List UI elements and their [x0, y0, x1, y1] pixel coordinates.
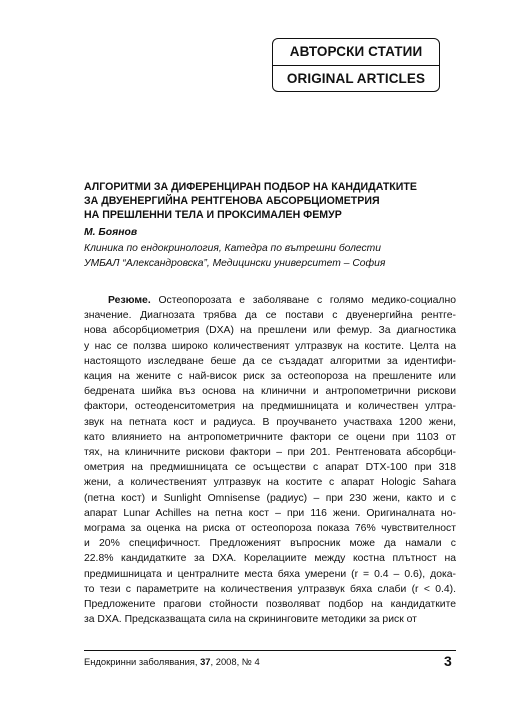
- abstract-line: настоящото изследване беше да се създадат алгоритми за идентифи-: [84, 355, 456, 367]
- title-line: НА ПРЕШЛЕННИ ТЕЛА И ПРОКСИМАЛЕН ФЕМУР: [84, 209, 342, 221]
- abstract-line: като влиянието на антропометричните фактори се оцени при 1103 от: [84, 431, 456, 443]
- abstract-line: за DXA. Предсказващата сила на скрининговите методики за риск от: [84, 614, 417, 626]
- abstract-line: тях, на клиничните рискови фактори – при 201. Рентгеновата абсорбци-: [84, 447, 456, 459]
- section-label-bulgarian: АВТОРСКИ СТАТИИ: [273, 39, 439, 66]
- abstract-line: ометрия на предмишницата се осъществи с апарат DTX-100 при 318: [84, 462, 456, 474]
- affiliation-line: Клиника по ендокринология, Катедра по вътрешни болести: [84, 243, 381, 254]
- abstract-line: Предложените прагови стойности позволяват подбор на кандидатките: [84, 599, 456, 611]
- footer-divider: [84, 650, 456, 651]
- journal-name: Ендокринни заболявания,: [84, 656, 201, 667]
- abstract-line: [84, 293, 456, 308]
- abstract-line: бедрената шийка въз основа на клинични и антропометрични рискови: [84, 386, 456, 398]
- journal-year-issue: , 2008, № 4: [210, 656, 260, 667]
- abstract-line: 22.8% кандидатките за DXA. Корелациите между костна плътност на: [84, 553, 456, 565]
- article-title: [84, 180, 464, 222]
- section-label-box: [272, 38, 440, 92]
- abstract-line: (петна кост) и Sunlight Omnisense (радиус) – при 230 жени, както и с: [84, 492, 456, 504]
- title-line: АЛГОРИТМИ ЗА ДИФЕРЕНЦИРАН ПОДБОР НА КАНДИДАТКИТЕ: [84, 181, 417, 193]
- journal-volume: 37: [200, 656, 211, 667]
- journal-footer: [84, 656, 260, 668]
- abstract-line: значение. Диагнозата трябва да се постави с двуенергийна рентге-: [84, 310, 456, 322]
- abstract-line: жени, а количественият ултразвук на костите с апарат Hologic Sahara: [84, 477, 456, 489]
- abstract-line: мограма за оценка на риска от остеопороза показа 76% чувствителност: [84, 523, 456, 535]
- title-line: ЗА ДВУЕНЕРГИЙНА РЕНТГЕНОВА АБСОРБЦИОМЕТРИЯ: [84, 195, 380, 207]
- abstract-line: у нас се ползва широко количественият ултразвук на костите. Целта на: [84, 340, 456, 352]
- abstract-line: апарат Lunar Achilles на петна кост – при 116 жени. Оригиналната но-: [84, 507, 456, 519]
- abstract-line: и 20% специфичност. Предложеният въпросник може да намали с: [84, 538, 456, 550]
- abstract-text: Остеопорозата е заболяване с голямо медико-социално: [158, 295, 457, 306]
- abstract-line: фактори, остеоденситометрия на предмишницата и количествен ултра-: [84, 401, 456, 413]
- affiliation: [84, 241, 484, 271]
- abstract-line: то тези с параметрите на количествения ултразвук бяха слаби (r < 0.4).: [84, 583, 456, 595]
- abstract-line: предмишницата и централните места бяха умерени (r = 0.4 – 0.6), дока-: [84, 568, 456, 580]
- affiliation-line: УМБАЛ “Александровска”, Медицински университет – София: [84, 258, 386, 269]
- abstract-lead: Резюме.: [108, 295, 151, 306]
- abstract-line: кация на жените с най-висок риск за остеопороза на прешлените или: [84, 371, 456, 383]
- author-name: М. Боянов: [84, 227, 138, 238]
- abstract-line: нова абсорбциометрия (DXA) на прешлени или фемур. За диагностика: [84, 325, 456, 337]
- section-label-english: ORIGINAL ARTICLES: [286, 71, 426, 86]
- abstract-line: звук на петната кост и радиуса. В проучването участваха 1200 жени,: [84, 416, 456, 428]
- abstract-body: [84, 293, 456, 627]
- page-number: 3: [444, 653, 452, 669]
